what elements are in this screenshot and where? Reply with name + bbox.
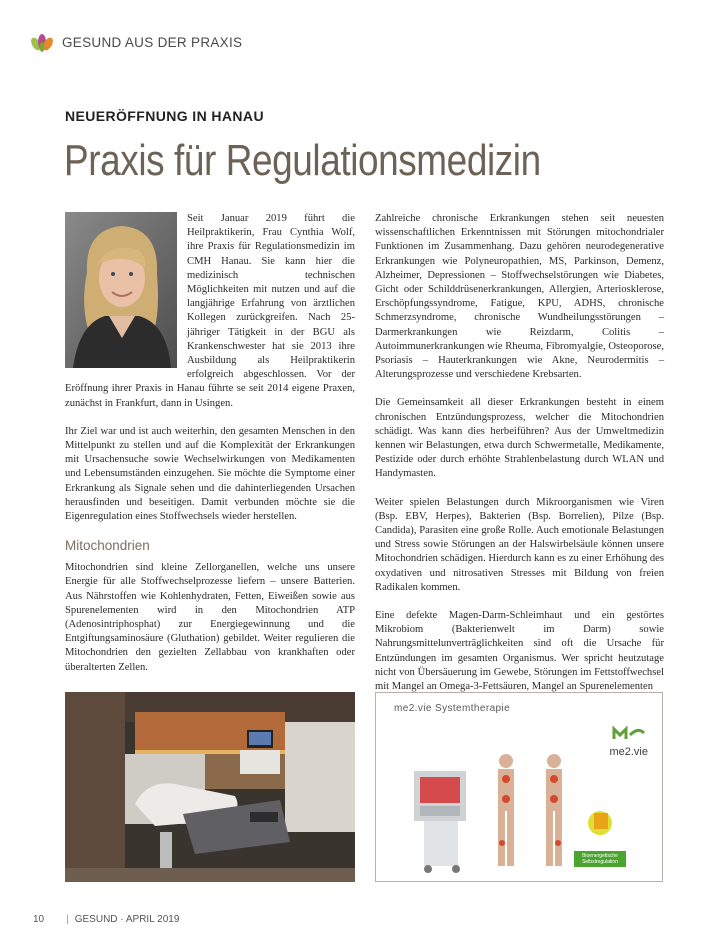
mitochondria-paragraph: Mitochondrien sind kleine Zellorganellen, welche uns unsere Energie für alle Stoffwechselprozesse liefern – unsere Batterien. Aus Nährstoffen wie Kohlenhydraten, Fetten, Eiweißen sowie aus Spurenelementen wird in den Mitochondrien ATP (Adenosintriphosphat) zur Energiegewinnung und die Entgiftungsaminosäure (Gluthation) gebildet. Weiter regulieren die Mitochondrien den gezielten Zellabbau von krankhaften oder überalterten Zellen. [65,562,355,673]
issue-label: GESUND · APRIL 2019 [74,914,180,925]
goal-paragraph: Ihr Ziel war und ist auch weiterhin, den gesamten Menschen in den Mittelpunkt zu stellen und auf die Komplexität der Erkrankungen mit Ursachensuche sowie Wechselwirkungen von Medikamenten und Lebensumständen einzugehen. Sie möchte die Symptome einer Erkrankung als Signale sehen und die dahinterliegenden Ursachen herausfinden und beseitigen. Damit verbunden möchte sie die Eigenregulation eines Stoffwechsels wieder herstellen. [65,425,355,523]
subheading-mitochondrien: Mitochondrien [65,538,150,554]
page-number: 10 [33,914,45,925]
section-title: GESUND AUS DER PRAXIS [62,34,243,50]
portrait-photo [65,212,177,368]
article-kicker: NEUERÖFFNUNG IN HANAU [65,108,264,124]
ad-badge: Bioenergetische Selbstregulation [574,851,626,867]
me2vie-advertisement [375,692,663,882]
left-column [65,212,355,675]
gut-paragraph: Eine defekte Magen-Darm-Schleimhaut und ein gestörtes Mikrobiom (Bakterienwelt im Darm) sowie Nahrungsmittelunverträglichkeiten sind oft die Ursache für Entzündungen im gesamten Organismus. Wer spricht heutzutage nicht von Übersäuerung im Gewebe, Störungen im Fettstoffwechsel mit Mangel an Omega-3-Fettsäuren, Mangel an Spurenelementen [375,610,664,693]
diseases-paragraph: Zahlreiche chronische Erkrankungen stehen seit neuesten wissenschaftlichen Erkenntnissen mit Störungen mitochondrialer Funktionen im Zusammenhang. Dazu gehören neurodegenerative Erkrankungen wie Polyneuropathien, MS, Parkinson, Demenz, Alzheimer, Depressionen – Stoffwechselstörungen wie Diabetes, Gicht oder Schilddrüsenerkrankungen, Allergien, Arteriosklerose, Erschöpfungssyndrome, Fatigue, KPU, ADHS, chronische Schmerzsyndrome, chronische Wundheilungsstörungen – Darmerkrankungen wie Reizdarm, Colitis – Autoimmunerkrankungen wie Rheuma, Fibromyalgie, Osteoporose, Psoriasis – Hauterkrankungen wie Akne, Neurodermitis – Alterungsprozesse und verschiedene Krebsarten. [375,213,664,381]
treatment-room-photo [65,692,355,882]
footer-separator: | [66,914,69,925]
section-header [30,30,242,54]
intro-paragraph: Seit Januar 2019 führt die Heilpraktikerin, Frau Cynthia Wolf, ihre Praxis für Regulationsmedizin im CMH Hanau. Sie kann hier die medizinisch technischen Möglichkeiten mit nutzen und auf die langjährige Erfahrung von ärztlichen Kollegen zurückgreifen. Nach 25-jähriger Tätigkeit in der BGU als Krankenschwester hat sie 2013 ihre Ausbildung als Heilpraktikerin erfolgreich abgeschlossen. Vor der Eröffnung ihrer Praxis in Hanau führte se seit 2014 eigene Praxen, zunächst in Frankfurt, dann in Usingen. [65,213,355,409]
me2vie-logo-icon [608,725,648,741]
lotus-leaves-icon [30,31,54,53]
page-footer [33,914,179,925]
article-title: Praxis für Regulationsmedizin [64,136,541,185]
ad-title: me2.vie Systemtherapie [394,703,511,714]
commonality-paragraph: Die Gemeinsamkeit all dieser Erkrankungen besteht in einem chronischen Entzündungsprozess, welcher die Mitochondrien schädigt. Was kann dies herbeiführen? Aus der Umweltmedizin kennen wir Belastungen, etwa durch Schwermetalle, Medikamente, Pestizide oder durch erhöhte Strahlenbelastung durch WLAN und Handymasten. [375,397,664,480]
right-column [375,212,664,694]
me2vie-logo-text: me2.vie [609,746,648,758]
microorganisms-paragraph: Weiter spielen Belastungen durch Mikroorganismen wie Viren (Bsp. EBV, Herpes), Bakterien (Bsp. Borrelien), Pilze (Bsp. Candida), Parasiten eine große Rolle. Auch emotionale Belastungen und Stress sowie Störungen an der Halswirbelsäule können unsere Mitochondrien schädigen. Hierdurch kann es zu einer Erhöhung des oxydativen und nitrosativen Stresses mit Bildung von freien Radikalen kommen. [375,496,664,593]
